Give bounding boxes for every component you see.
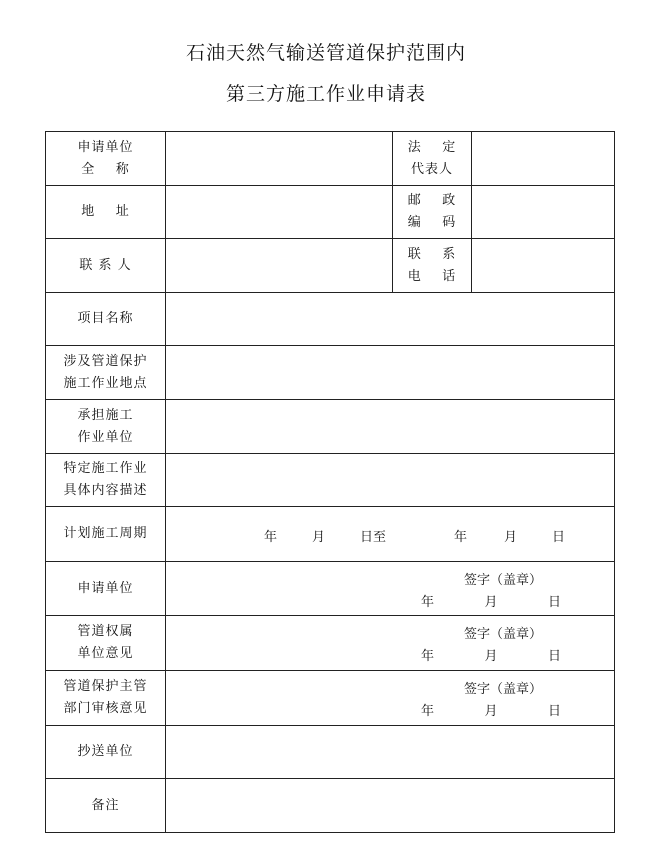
- label-line: 电 话: [407, 268, 457, 284]
- label-period: 计划施工周期: [46, 507, 166, 562]
- label-line: 部门审核意见: [63, 701, 148, 716]
- label-address: 地 址: [46, 186, 166, 239]
- period-month-end: 月: [504, 530, 518, 545]
- field-phone[interactable]: [472, 239, 615, 293]
- label-line: 编 码: [407, 215, 457, 230]
- row-owner-opinion: [46, 616, 615, 671]
- row-address: [46, 186, 615, 239]
- label-line: 联 系: [407, 246, 457, 262]
- row-project-name: [46, 293, 615, 346]
- sign-day: 日: [547, 649, 561, 664]
- field-cc[interactable]: [166, 726, 615, 779]
- label-line: 申请单位: [77, 139, 134, 155]
- label-postcode: [393, 186, 472, 239]
- sign-year: 年: [421, 704, 435, 719]
- form-title-line2: 第三方施工作业申请表: [225, 83, 426, 105]
- period-year-start: 年: [264, 530, 278, 545]
- label-line: 承担施工: [77, 407, 134, 423]
- label-project-name: 项目名称: [46, 293, 166, 346]
- sign-month: 月: [484, 649, 498, 664]
- period-day-to: 日至: [360, 530, 387, 545]
- sign-year: 年: [421, 649, 435, 664]
- label-line: 单位意见: [77, 646, 134, 661]
- label-legal-rep: [393, 132, 472, 186]
- label-description: [46, 454, 166, 507]
- label-applicant-sign: 申请单位: [46, 562, 166, 616]
- label-remarks: 备注: [46, 779, 166, 833]
- period-year-end: 年: [454, 530, 468, 545]
- label-line: 管道权属: [77, 624, 134, 639]
- field-applicant-name[interactable]: [166, 132, 393, 186]
- label-contact: 联 系 人: [46, 239, 166, 293]
- field-applicant-sign[interactable]: [166, 562, 615, 616]
- field-contractor[interactable]: [166, 400, 615, 454]
- label-line: 管道保护主管: [63, 679, 148, 694]
- form-title-line1: 石油天然气输送管道保护范围内: [185, 42, 466, 64]
- field-period[interactable]: [166, 507, 615, 562]
- field-legal-rep[interactable]: [472, 132, 615, 186]
- label-line: 法 定: [407, 139, 457, 155]
- label-line: 具体内容描述: [63, 483, 148, 498]
- label-line: 涉及管道保护: [63, 353, 148, 369]
- label-cc: 抄送单位: [46, 726, 166, 779]
- label-line: 施工作业地点: [63, 375, 148, 391]
- row-cc: [46, 726, 615, 779]
- label-line: 作业单位: [77, 429, 134, 445]
- label-line: 特定施工作业: [63, 461, 148, 476]
- sign-seal-text: 签字（盖章）: [463, 573, 542, 588]
- label-line: 代表人: [410, 161, 453, 177]
- sign-date: [421, 645, 561, 664]
- field-contact[interactable]: [166, 239, 393, 293]
- field-authority-opinion[interactable]: [166, 671, 615, 726]
- field-location[interactable]: [166, 346, 615, 400]
- sign-month: 月: [484, 595, 498, 610]
- row-contractor: [46, 400, 615, 454]
- field-remarks[interactable]: [166, 779, 615, 833]
- sign-date: [421, 700, 561, 719]
- label-line: 全 称: [81, 161, 130, 177]
- row-remarks: [46, 779, 615, 833]
- row-period: [46, 507, 615, 562]
- field-owner-opinion[interactable]: [166, 616, 615, 671]
- sign-month: 月: [484, 704, 498, 719]
- label-contractor: [46, 400, 166, 454]
- label-applicant-name: [46, 132, 166, 186]
- field-description[interactable]: [166, 454, 615, 507]
- row-authority-opinion: [46, 671, 615, 726]
- sign-day: 日: [547, 595, 561, 610]
- sign-date: [421, 591, 561, 610]
- field-address[interactable]: [166, 186, 393, 239]
- row-applicant-sign: [46, 562, 615, 616]
- period-day-end: 日: [552, 530, 566, 545]
- label-phone: [393, 239, 472, 293]
- label-owner-opinion: [46, 616, 166, 671]
- sign-day: 日: [547, 704, 561, 719]
- field-postcode[interactable]: [472, 186, 615, 239]
- label-location: [46, 346, 166, 400]
- application-form-table: [45, 131, 615, 833]
- row-contact: [46, 239, 615, 293]
- label-authority-opinion: [46, 671, 166, 726]
- field-project-name[interactable]: [166, 293, 615, 346]
- row-description: [46, 454, 615, 507]
- sign-year: 年: [421, 595, 435, 610]
- row-location: [46, 346, 615, 400]
- sign-seal-text: 签字（盖章）: [463, 627, 542, 642]
- period-month-start: 月: [312, 530, 326, 545]
- row-applicant-name: [46, 132, 615, 186]
- label-line: 邮 政: [407, 193, 457, 208]
- sign-seal-text: 签字（盖章）: [463, 682, 542, 697]
